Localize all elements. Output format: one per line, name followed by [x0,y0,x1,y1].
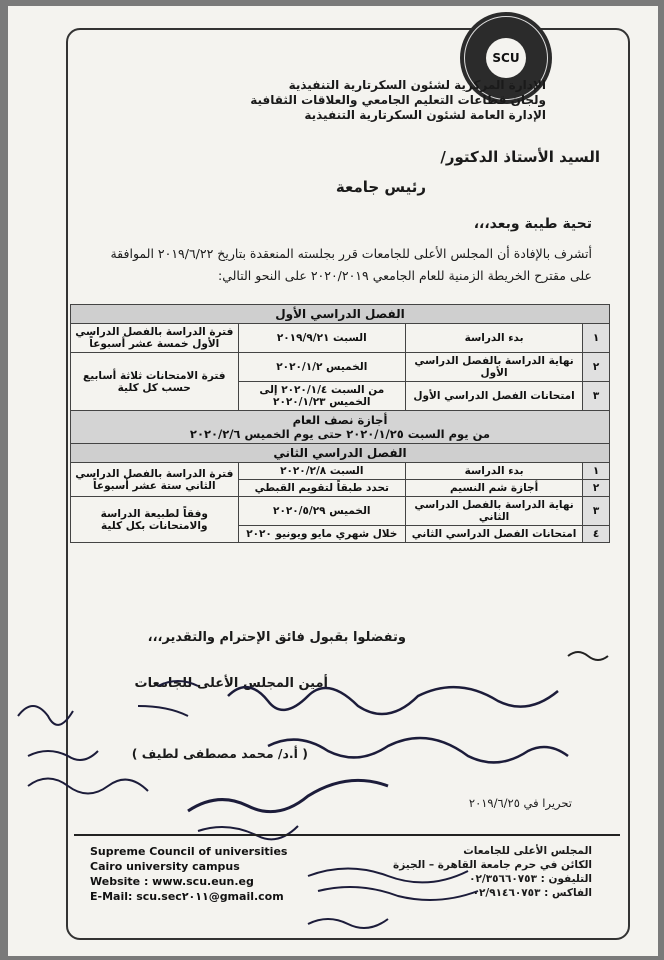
footer-phone: التليفون : ٠٢/٣٥٦٦٠٧٥٣ [469,873,592,885]
row-number: ٣ [583,382,610,411]
midyear-dates: من يوم السبت ٢٠٢٠/١/٢٥ حتى يوم الخميس ٢٠٢٠/٢/٦ [189,427,491,441]
body-line-2: على مقترح الخريطة الزمنية للعام الجامعي ٢٠٢٠/٢٠١٩ على النحو التالي: [217,268,592,283]
midyear-title: أجازة نصف العام [292,413,388,427]
table-row [71,497,610,526]
row-number: ٣ [583,497,610,526]
letter-paper [8,6,658,956]
event-cell: نهاية الدراسة بالفصل الدراسي الأول [406,353,583,382]
date-cell: خلال شهري مايو ويونيو ٢٠٢٠ [238,526,405,543]
row-number: ٢ [583,353,610,382]
table-row [71,353,610,382]
signer-title: أمين المجلس الأعلى للجامعات [134,676,328,691]
addressee: رئيس جامعة [335,178,426,196]
event-cell: امتحانات الفصل الدراسي الثاني [406,526,583,543]
midyear-row [71,411,610,444]
event-cell: أجازة شم النسيم [406,480,583,497]
dept-line-1: الإدارة المركزية لشئون السكرتارية التنفيذية [288,78,546,92]
midyear-cell [71,411,610,444]
footer-arabic [393,844,592,900]
term1-header-row [71,305,610,324]
date-cell: السبت ٢٠١٩/٩/٢١ [238,324,405,353]
body-line-1: أتشرف بالإفادة أن المجلس الأعلى للجامعات قرر بجلسته المنعقدة بتاريخ ٢٠١٩/٦/٢٢ الموافقة [110,246,592,261]
footer-website: Website : www.scu.eun.eg [90,875,254,888]
date-cell: تحدد طبقاً لتقويم القبطي [238,480,405,497]
note-cell: فترة الدراسة بالفصل الدراسي الثاني ستة عشر أسبوعاً [71,463,239,497]
date-line: تحريرا في ٢٠١٩/٦/٢٥ [468,796,572,810]
date-cell: من السبت ٢٠٢٠/١/٤ إلى الخميس ٢٠٢٠/١/٢٣ [238,382,405,411]
footer-ar-line: الكائن في حرم جامعة القاهرة – الجيزة [393,859,592,871]
row-number: ٢ [583,480,610,497]
salutation: السيد الأستاذ الدكتور/ [440,148,600,166]
footer-ar-line: المجلس الأعلى للجامعات [463,845,592,857]
footer-en-line: Cairo university campus [90,860,240,873]
footer-divider [74,834,620,836]
row-number: ١ [583,463,610,480]
dept-line-3: الإدارة العامة لشئون السكرتارية التنفيذية [304,108,546,122]
footer-fax: الفاكس : ٠٢/٩١٤٦٠٧٥٣ [472,887,592,899]
term1-title: الفصل الدراسي الأول [71,305,610,324]
row-number: ٤ [583,526,610,543]
closing-line: وتفضلوا بقبول فائق الإحترام والتقدير،،، [147,630,406,645]
event-cell: امتحانات الفصل الدراسي الأول [406,382,583,411]
date-cell: السبت ٢٠٢٠/٢/٨ [238,463,405,480]
event-cell: نهاية الدراسة بالفصل الدراسي الثاني [406,497,583,526]
department-header [250,78,546,123]
row-number: ١ [583,324,610,353]
footer-english [90,844,287,904]
greeting: تحية طيبة وبعد،،، [473,216,592,232]
dept-line-2: ولجان قطاعات التعليم الجامعي والعلاقات الثقافية [250,93,546,107]
date-cell: الخميس ٢٠٢٠/٥/٢٩ [238,497,405,526]
note-cell: وفقاً لطبيعة الدراسة والامتحانات بكل كلية [71,497,239,543]
signer-name: ( أ.د/ محمد مصطفى لطيف ) [131,746,308,761]
footer-email: E-Mail: scu.sec٢٠١١@gmail.com [90,890,284,903]
note-cell: فترة الامتحانات ثلاثة أسابيع حسب كل كلية [71,353,239,411]
date-cell: الخميس ٢٠٢٠/١/٢ [238,353,405,382]
event-cell: بدء الدراسة [406,463,583,480]
event-cell: بدء الدراسة [406,324,583,353]
term2-header-row [71,444,610,463]
table-row [71,324,610,353]
logo-text: SCU [486,38,526,78]
footer-en-line: Supreme Council of universities [90,845,288,858]
note-cell: فترة الدراسة بالفصل الدراسي الأول خمسة عشر أسبوعاً [71,324,239,353]
term2-title: الفصل الدراسي الثاني [71,444,610,463]
academic-calendar-table [70,304,610,543]
table-row [71,463,610,480]
